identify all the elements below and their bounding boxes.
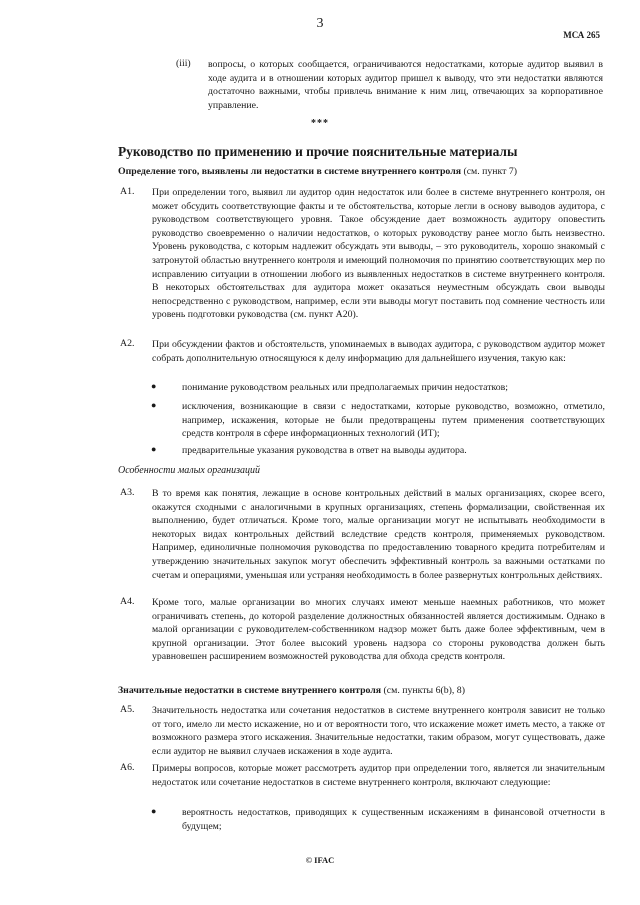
list-item: вероятность недостатков, приводящих к существенным искажениям в финансовой отчетности в будущем;: [182, 807, 605, 832]
section-title: Руководство по применению и прочие пояснительные материалы: [118, 144, 518, 159]
small-entities-heading: Особенности малых организаций: [118, 465, 261, 476]
subsection-heading-deficiencies: [118, 166, 517, 177]
section-separator: ***: [311, 118, 329, 129]
para-number-a5: A5.: [120, 704, 135, 715]
list-item: предварительные указания руководства в ответ на выводы аудитора.: [182, 445, 467, 456]
para-number-a3: A3.: [120, 487, 135, 498]
list-item: понимание руководством реальных или предполагаемых причин недостатков;: [182, 382, 508, 393]
bullet-icon: ●: [151, 806, 157, 816]
page-footer: © IFAC: [305, 855, 335, 865]
para-a3: В то время как понятия, лежащие в основе контрольных действий в малых организациях, скорее всего, окажутся сходными с аналогичными в крупных организациях, степень формализации, свойственная их выполнению, будет отличаться. Кроме того, малые организации могут не испытывать необходимости в некоторых видах контрольных действий вследствие средств контроля, применяемых руководством. Например, единоличные полномочия руководства по предоставлению товарного кредита потребителям и утверждению значительных закупок могут обеспечить эффективный контроль за важными остатками по счетам и операциями, уменьшая или устраняя необходимость в более развернутых контрольных действиях.: [152, 488, 605, 581]
para-a2: При обсуждении фактов и обстоятельств, упоминаемых в выводах аудитора, с руководством аудитор может собрать дополнительную относящуюся к делу информацию для дальнейшего изучения, такую как:: [152, 339, 605, 364]
para-number-a4: A4.: [120, 596, 135, 607]
bullet-icon: ●: [151, 400, 157, 410]
bullet-icon: ●: [151, 444, 157, 454]
list-item: исключения, возникающие в связи с недостатками, которые руководство, возможно, отметило, например, искажения, которые не были предотвращены путем применения соответствующих средств контроля в сфере информационных технологий (ИТ);: [182, 401, 605, 440]
subsection-title: Значительные недостатки в системе внутреннего контроля: [118, 685, 382, 696]
item-iii-label: (iii): [176, 58, 191, 69]
document-id: МСА 265: [563, 30, 600, 40]
subsection-heading-significant: [118, 685, 465, 696]
para-number-a1: A1.: [120, 186, 135, 197]
para-a5: Значительность недостатка или сочетания недостатков в системе внутреннего контроля зависит не только от того, имело ли место искажение, но и от вероятности того, что искажение может иметь место, а также от возможного размера этого искажения. Значительные недостатки, таким образом, могут существовать, даже если аудитор не выявил случаев искажения в ходе аудита.: [152, 705, 605, 757]
para-a4: Кроме того, малые организации во многих случаях имеют меньше наемных работников, что может ограничивать степень, до которой разделение должностных обязанностей является достижимым. Однако в малой организации с руководителем-собственником надзор может быть даже более эффективным, чем в крупной организации. Этот более высокий уровень надзора со стороны руководства должен быть уравновешен расширением возможностей руководства для обхода средств контроля.: [152, 597, 605, 663]
page-number: 3: [316, 16, 324, 31]
subsection-title: Определение того, выявлены ли недостатки в системе внутреннего контроля: [118, 166, 461, 177]
subsection-ref: (см. пункт 7): [461, 166, 518, 177]
bullet-icon: ●: [151, 381, 157, 391]
item-iii-text: вопросы, о которых сообщается, ограничиваются недостатками, которые аудитор выявил в ходе аудита и в отношении которых аудитор пришел к выводу, что эти недостатки являются достаточно важными, чтобы привлечь внимание к ним лиц, отвечающих за корпоративное управление.: [208, 59, 603, 111]
para-a1: При определении того, выявил ли аудитор один недостаток или более в системе внутреннего контроля, он может обсудить соответствующие факты и те обстоятельства, которые легли в основу выводов аудитора, с руководством соответствующего уровня. Такое обсуждение дает возможность аудитору оповестить руководство своевременно о наличии недостатков, о которых руководству ранее могло быть неизвестно. Уровень руководства, с которым надлежит обсуждать эти выводы, – это руководитель, хорошо знакомый с затронутой областью внутреннего контроля и имеющий полномочия по принятию соответствующих мер по исправлению ситуации в отношении любого из выявленных недостатков в системе внутреннего контроля. В некоторых обстоятельствах для аудитора может оказаться неуместным обсуждать свои выводы непосредственно с руководством, например, если эти выводы могут поставить под сомнение честность или уровень подготовки руководства (см. пункт A20).: [152, 187, 605, 321]
subsection-ref: (см. пункты 6(b), 8): [381, 685, 465, 696]
para-a6: Примеры вопросов, которые может рассмотреть аудитор при определении того, является ли значительным недостаток или сочетание недостатков в системе внутреннего контроля, включают следующие:: [152, 763, 605, 788]
para-number-a6: A6.: [120, 762, 135, 773]
para-number-a2: A2.: [120, 338, 135, 349]
